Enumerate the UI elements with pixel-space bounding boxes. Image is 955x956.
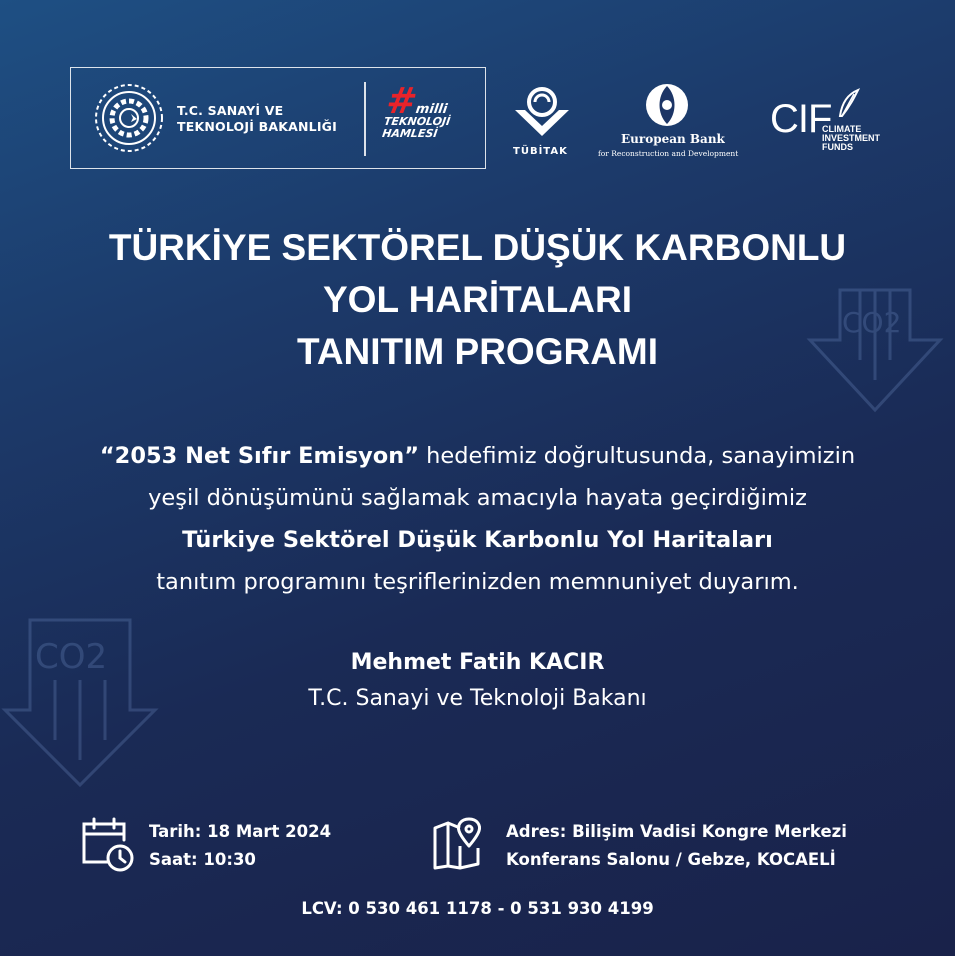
signatory-role: T.C. Sanayi ve Teknoloji Bakanı xyxy=(308,686,647,711)
leaf-icon xyxy=(838,88,860,118)
title-line2: YOL HARİTALARI xyxy=(322,279,632,320)
event-time: Saat: 10:30 xyxy=(149,850,256,869)
address-info xyxy=(506,818,847,874)
date-time-info xyxy=(149,818,331,874)
cif-sub-line2: INVESTMENT xyxy=(822,133,881,143)
mtk-line3: HAMLESİ xyxy=(381,127,439,140)
ministry-emblem-icon xyxy=(93,82,165,154)
ebrd-subtitle: for Reconstruction and Development xyxy=(598,149,739,158)
cif-sub-line3: FUNDS xyxy=(822,142,853,152)
ebrd-logo-icon xyxy=(643,82,691,128)
mtk-line2: TEKNOLOJİ xyxy=(383,115,452,128)
map-pin-icon xyxy=(432,816,484,870)
cif-logo-letters: CIF xyxy=(770,97,832,141)
signature-block xyxy=(0,645,955,717)
cif-subtitle xyxy=(822,125,880,152)
event-date: Tarih: 18 Mart 2024 xyxy=(149,822,332,841)
program-title xyxy=(0,222,955,378)
ministry-logo-box xyxy=(70,67,486,169)
ebrd-name: European Bank xyxy=(621,132,725,146)
milli-teknoloji-hamlesi-logo xyxy=(381,81,478,140)
message-line3: Türkiye Sektörel Düşük Karbonlu Yol Haritaları xyxy=(182,527,773,553)
message-line4: tanıtım programını teşriflerinizden memnuniyet duyarım. xyxy=(156,569,799,595)
title-line3: TANITIM PROGRAMI xyxy=(296,331,659,372)
ministry-name-line2: TEKNOLOJİ BAKANLIĞI xyxy=(177,119,337,134)
signatory-name: Mehmet Fatih KACIR xyxy=(350,650,605,675)
message-line2: yeşil dönüşümünü sağlamak amacıyla hayata geçirdiğimiz xyxy=(148,485,807,511)
calendar-clock-icon xyxy=(78,816,136,874)
address-line2: Konferans Salonu / Gebze, KOCAELİ xyxy=(506,850,836,869)
ministry-name-line1: T.C. SANAYİ VE xyxy=(177,103,284,118)
net-zero-target: “2053 Net Sıfır Emisyon” xyxy=(99,443,420,469)
address-line1: Adres: Bilişim Vadisi Kongre Merkezi xyxy=(506,822,847,841)
message-line1-rest: hedefimiz doğrultusunda, sanayimizin xyxy=(419,443,856,469)
invitation-message xyxy=(0,435,955,603)
mtk-line1: milli xyxy=(414,102,449,117)
rsvp-phone-numbers: LCV: 0 530 461 1178 - 0 531 930 4199 xyxy=(301,899,654,918)
cif-sub-line1: CLIMATE xyxy=(822,124,862,134)
co2-label-left: CO2 xyxy=(35,637,108,677)
title-line1: TÜRKİYE SEKTÖREL DÜŞÜK KARBONLU xyxy=(108,227,847,268)
tubitak-label: TÜBİTAK xyxy=(513,146,568,157)
co2-label-right: CO2 xyxy=(842,306,902,339)
hash-icon: # xyxy=(383,81,420,122)
tubitak-logo-icon xyxy=(513,80,571,138)
message-line1 xyxy=(0,435,955,477)
ministry-name xyxy=(177,103,367,135)
logo-divider xyxy=(364,82,366,156)
